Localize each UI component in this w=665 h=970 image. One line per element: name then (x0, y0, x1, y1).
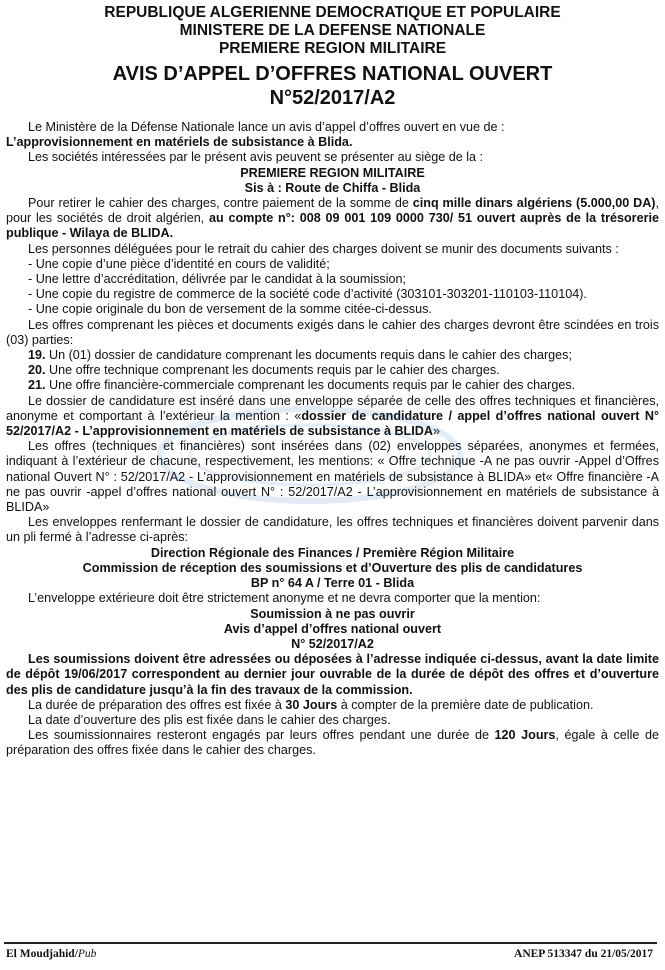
header-line-region: PREMIERE REGION MILITAIRE (218, 40, 447, 57)
header-line-republic: REPUBLIQUE ALGERIENNE DEMOCRATIQUE ET POPULAIRE (104, 4, 561, 21)
paragraph-duree: La durée de préparation des offres est fixée à 30 Jours à compter de la première date de publication. (28, 697, 594, 712)
header-line-ministry: MINISTERE DE LA DEFENSE NATIONALE (179, 22, 486, 39)
paragraph-documents: Les personnes déléguées pour le retrait du cahier des charges doivent se munir des documents suivants : (28, 241, 619, 256)
list-item-20: 20. Une offre technique comprenant les documents requis par le cahier des charges. (28, 363, 500, 378)
paragraph-siege: Les sociétés intéressées par le présent avis peuvent se présenter au siège de la : (28, 150, 484, 165)
address-direction: Direction Régionale des Finances / Première Région Militaire (150, 545, 515, 560)
notice-number: N°52/2017/A2 (269, 87, 396, 109)
address-region: PREMIERE REGION MILITAIRE (240, 165, 425, 180)
address-bp: BP n° 64 A / Terre 01 - Blida (250, 576, 415, 591)
paragraph-enveloppes: Les enveloppes renfermant le dossier de candidature, les offres techniques et financières doivent parvenir dans un pli fermé à l’adresse ci-après: (6, 515, 659, 545)
paragraph-parts: Les offres comprenant les pièces et documents exigés dans le cahier des charges devront être scindées en trois (03) parties: (6, 317, 659, 347)
paragraph-candidature: Le dossier de candidature est inséré dans une enveloppe séparée de celle des offres techniques et financières, anonyme et comportant à l’extérieur la mention : «dossier de candidature / appel d’offres national ouvert N° 52/2017/A2 - L’approvisionnement en matériels de subsistance à BLIDA» (6, 393, 660, 439)
footer-source: El Moudjahid/Pub (6, 948, 97, 960)
paragraph-anonyme: L’enveloppe extérieure doit être strictement anonyme et ne devra comporter que la mention: (28, 591, 541, 606)
footer-reference: ANEP 513347 du 21/05/2017 (514, 948, 653, 960)
address-sis: Sis à : Route de Chiffa - Blida (244, 180, 421, 195)
paragraph-payment: Pour retirer le cahier des charges, contre paiement de la somme de cinq mille dinars algériens (5.000,00 DA), pour les sociétés de droit algérien, au compte n°: 008 09 001 109 0000 730/ 51 ouvert auprès de la trésorerie publique - Wilaya de BLIDA. (6, 196, 659, 241)
mention-line-2: Avis d’appel d’offres national ouvert (223, 621, 442, 636)
notice-body (6, 120, 659, 759)
list-item-21: 21. Une offre financière-commerciale comprenant les documents requis par le cahier des charges. (28, 378, 576, 393)
paragraph-ouverture: La date d’ouverture des plis est fixée dans le cahier des charges. (28, 712, 391, 727)
list-item: - Une copie du registre de commerce de la société code d’activité (303101-303201-110103-110104). (28, 287, 587, 302)
paragraph-intro: Le Ministère de la Défense Nationale lance un avis d’appel d’offres ouvert en vue de : L’approvisionnement en matériels de subsistance à Blida. (6, 120, 505, 150)
paragraph-offres: Les offres (techniques et financières) sont insérées dans (02) enveloppes séparées, anonymes et fermées, indiquant à l’extérieur de chacune, respectivement, les mentions: « Offre technique -A ne pas ouvrir -Appel d’Offres national Ouvert N° : 52/2017/A2 - L’approvisionnement en matériels de subsistance à BLIDA» et« Offre financière -A ne pas ouvrir -appel d’offres national ouvert N° : 52/2017/A2 - L’approvisionnement en matériels de subsistance à BLIDA» (6, 439, 659, 515)
mention-line-3: N° 52/2017/A2 (291, 636, 374, 651)
notice-title: AVIS D’APPEL D’OFFRES NATIONAL OUVERT (112, 63, 553, 85)
footer-bar (4, 942, 657, 964)
notice-page (6, 4, 659, 759)
paragraph-deadline: Les soumissions doivent être adressées ou déposées à l’adresse indiquée ci-dessus, avant la date limite de dépôt 19/06/2017 correspondent au dernier jour ouvrable de la durée de dépôt des offres et d’ouverture des plis de candidature jusqu’à la fin des travaux de la commission. (6, 652, 659, 697)
list-item-19: 19. Un (01) dossier de candidature comprenant les documents requis dans le cahier des charges; (28, 348, 572, 363)
paragraph-engagement: Les soumissionnaires resteront engagés par leurs offres pendant une durée de 120 Jours, égale à celle de préparation des offres fixée dans le cahier des charges. (6, 728, 659, 758)
address-commission: Commission de réception des soumissions et d’Ouverture des plis de candidatures (82, 560, 583, 575)
list-item: - Une lettre d’accréditation, délivrée par le candidat à la soumission; (28, 272, 407, 287)
list-item: - Une copie originale du bon de versement de la somme citée-ci-dessus. (28, 302, 432, 317)
mention-line-1: Soumission à ne pas ouvrir (250, 606, 415, 621)
list-item: - Une copie d’une pièce d’identité en cours de validité; (28, 256, 330, 271)
